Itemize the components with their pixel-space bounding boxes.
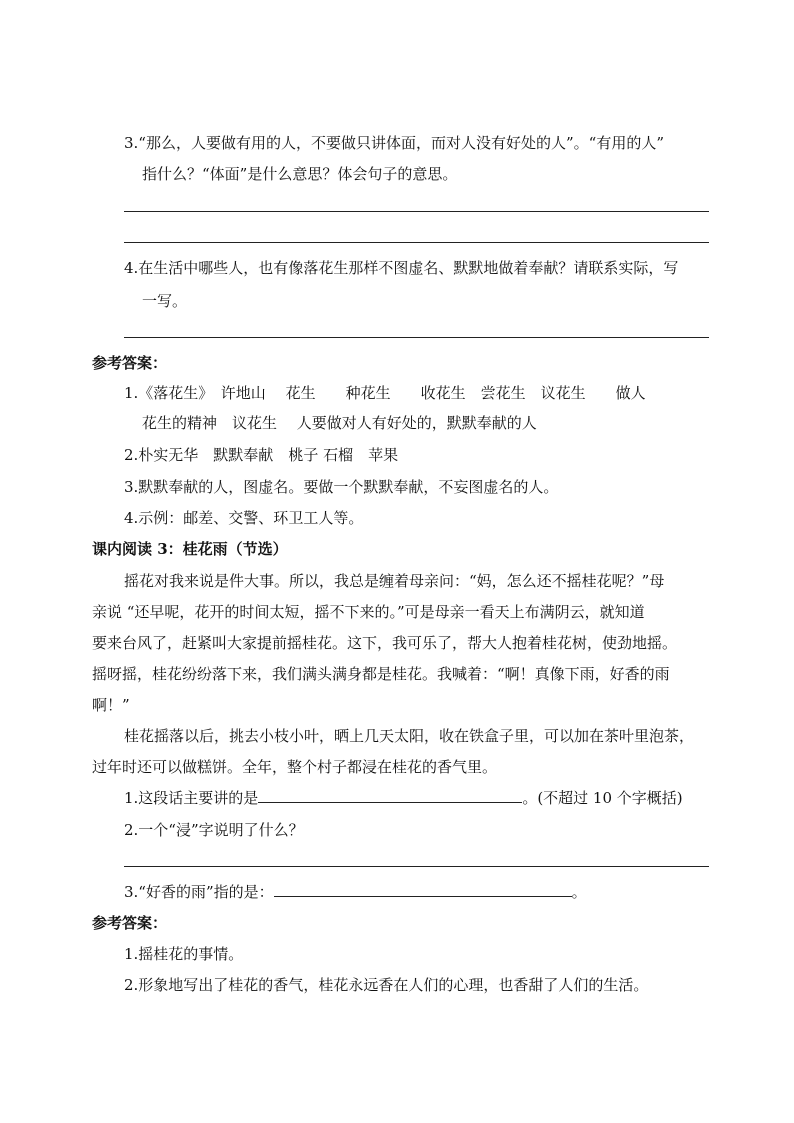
answers-heading: 参考答案： xyxy=(92,354,168,372)
answer-1-line-1: 1.《落花生》 许地山 花生 种花生 收花生 尝花生 议花生 做人 xyxy=(124,384,646,402)
passage-paragraph-1-line-2: 亲说 “还早呢，花开的时间太短，摇不下来的。”可是母亲一看天上布满阴云，就知道 xyxy=(92,603,645,621)
reading-question-1 xyxy=(124,788,683,808)
answer-1-line-2: 花生的精神 议花生 人要做对人有好处的，默默奉献的人 xyxy=(142,414,537,432)
question-4-line-1: 4.在生活中哪些人，也有像落花生那样不图虚名、默默地做着奉献？请联系实际，写 xyxy=(124,259,679,277)
answer-4: 4.示例：邮差、交警、环卫工人等。 xyxy=(124,509,364,527)
question-3-suffix: 。 xyxy=(571,883,587,901)
question-1-suffix: 。(不超过 10 个字概括) xyxy=(522,789,683,807)
passage-paragraph-1-line-4: 摇呀摇，桂花纷纷落下来，我们满头满身都是桂花。我喊着：“啊！真像下雨，好香的雨 xyxy=(92,665,670,683)
reading-question-3 xyxy=(124,882,587,902)
answer-line xyxy=(124,242,709,243)
question-4-line-2: 一写。 xyxy=(142,292,188,310)
passage-paragraph-2-line-1: 桂花摇落以后，挑去小枝小叶，晒上几天太阳，收在铁盒子里，可以加在茶叶里泡茶， xyxy=(124,727,695,745)
passage-paragraph-1-line-1: 摇花对我来说是件大事。所以，我总是缠着母亲问：“妈，怎么还不摇桂花呢？”母 xyxy=(124,572,665,590)
reading-question-2: 2.一个“浸”字说明了什么？ xyxy=(124,821,304,839)
answer-line xyxy=(124,211,709,212)
reading-answer-1: 1.摇桂花的事情。 xyxy=(124,945,244,963)
question-3-prefix: 3.“好香的雨”指的是： xyxy=(124,883,274,901)
answer-line xyxy=(124,866,709,867)
fill-in-blank xyxy=(258,788,522,803)
fill-in-blank xyxy=(274,882,572,897)
passage-paragraph-1-line-3: 要来台风了，赶紧叫大家提前摇桂花。这下，我可乐了，帮大人抱着桂花树，使劲地摇。 xyxy=(92,634,678,652)
question-3-line-2: 指什么？“体面”是什么意思？体会句子的意思。 xyxy=(142,165,458,183)
passage-paragraph-2-line-2: 过年时还可以做糕饼。全年，整个村子都浸在桂花的香气里。 xyxy=(92,758,498,776)
reading-answer-2: 2.形象地写出了桂花的香气，桂花永远香在人们的心理，也香甜了人们的生活。 xyxy=(124,976,649,994)
answer-line xyxy=(124,337,709,338)
answer-3: 3.默默奉献的人，图虚名。要做一个默默奉献，不妄图虚名的人。 xyxy=(124,478,559,496)
question-3-line-1: 3.“那么，人要做有用的人，不要做只讲体面，而对人没有好处的人”。“有用的人” xyxy=(124,134,664,152)
passage-paragraph-1-line-5: 啊！” xyxy=(92,696,130,714)
answers-heading: 参考答案： xyxy=(92,914,168,932)
reading-3-title: 课内阅读 3：桂花雨（节选） xyxy=(92,540,288,558)
question-1-prefix: 1.这段话主要讲的是 xyxy=(124,789,259,807)
answer-2: 2.朴实无华 默默奉献 桃子 石榴 苹果 xyxy=(124,446,399,464)
